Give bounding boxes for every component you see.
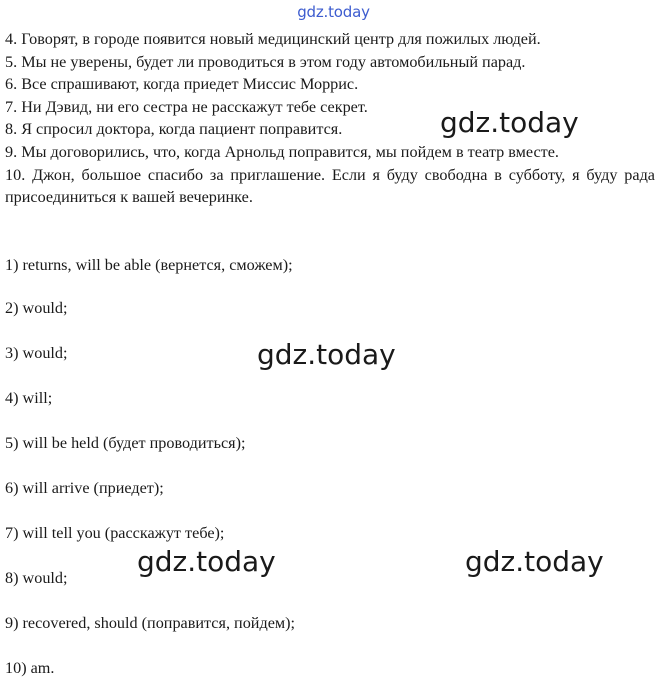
sentence-item: 10. Джон, большое спасибо за приглашение. Если я буду свободна в субботу, я буду рада присоединиться к вашей вечеринке. (5, 165, 655, 207)
watermark-label: gdz.today (465, 545, 604, 578)
answer-item: 4) will; (5, 389, 53, 407)
watermark-label: gdz.today (257, 338, 396, 371)
watermark-label: gdz.today (440, 106, 579, 139)
answer-item: 9) recovered, should (поправится, пойдем); (5, 614, 296, 632)
sentence-item: 9. Мы договорились, что, когда Арнольд поправится, мы пойдем в театр вместе. (5, 142, 559, 161)
watermark-label: gdz.today (137, 545, 276, 578)
sentence-item: 6. Все спрашивают, когда приедет Миссис Моррис. (5, 75, 359, 94)
answer-item: 1) returns, will be able (вернется, сможем); (5, 256, 293, 274)
sentence-item: 5. Мы не уверены, будет ли проводиться в этом году автомобильный парад. (5, 52, 526, 71)
answer-item: 7) will tell you (расскажут тебе); (5, 524, 225, 542)
answer-item: 2) would; (5, 299, 68, 317)
answer-item: 8) would; (5, 569, 68, 587)
sentence-item: 8. Я спросил доктора, когда пациент поправится. (5, 120, 343, 139)
sentence-item: 4. Говорят, в городе появится новый медицинский центр для пожилых людей. (5, 30, 541, 48)
sentence-item: 7. Ни Дэвид, ни его сестра не расскажут тебе секрет. (5, 97, 368, 116)
answer-item: 10) am. (5, 659, 55, 677)
answer-item: 5) will be held (будет проводиться); (5, 434, 246, 452)
site-header-label: gdz.today (297, 3, 370, 21)
answer-item: 3) would; (5, 344, 68, 362)
answer-item: 6) will arrive (приедет); (5, 479, 164, 497)
